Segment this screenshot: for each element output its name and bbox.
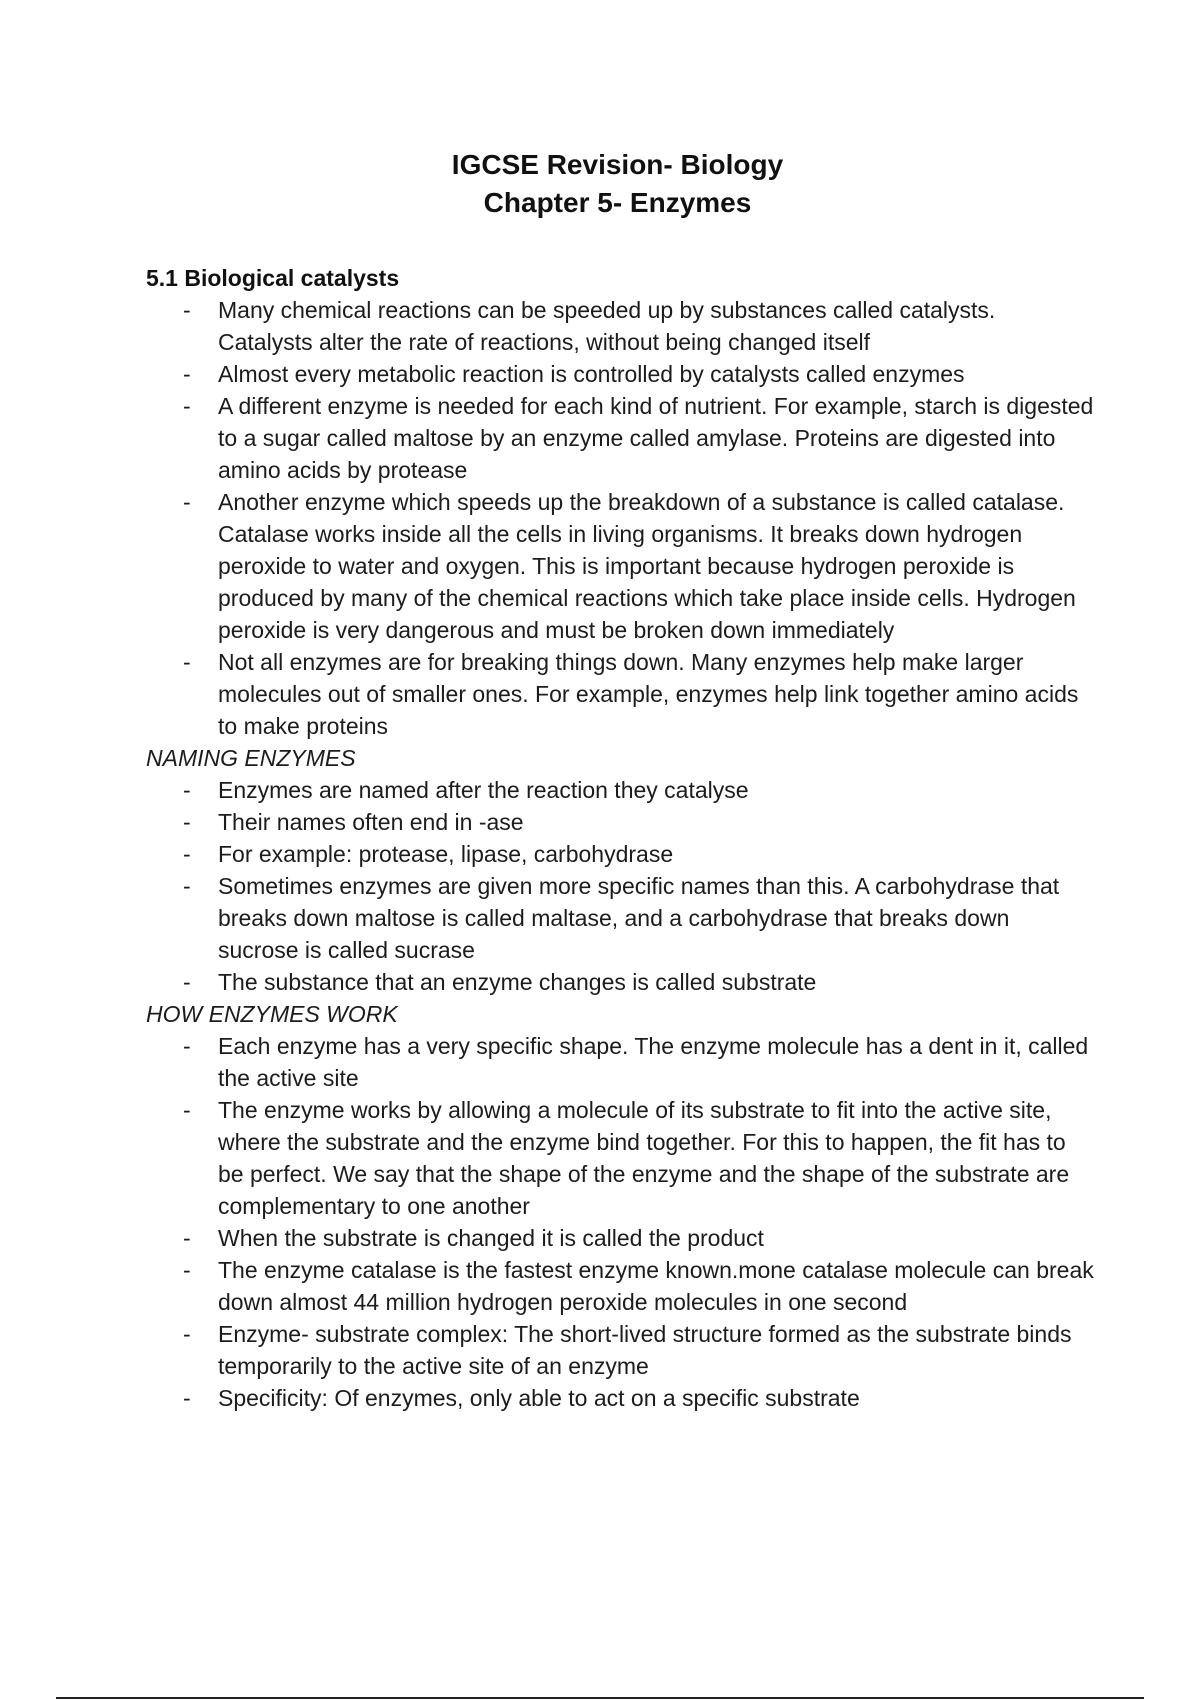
- dash-bullet: -: [183, 969, 191, 995]
- naming-list: [146, 774, 1096, 998]
- dash-bullet: -: [183, 361, 191, 387]
- list-item: - Their names often end in -ase: [218, 806, 1096, 838]
- dash-bullet: -: [183, 1385, 191, 1411]
- dash-bullet: -: [183, 489, 191, 515]
- list-item: - A different enzyme is needed for each kind of nutrient. For example, starch is digested to a sugar called maltose by an enzyme called amylase. Proteins are digested into amino acids by protease: [218, 390, 1096, 486]
- list-item: - For example: protease, lipase, carbohydrase: [218, 838, 1096, 870]
- list-item: - Not all enzymes are for breaking things down. Many enzymes help make larger molecules out of smaller ones. For example, enzymes help link together amino acids to make proteins: [218, 646, 1096, 742]
- title-line-2: Chapter 5- Enzymes: [483, 187, 752, 218]
- list-item: - Almost every metabolic reaction is controlled by catalysts called enzymes: [218, 358, 1096, 390]
- dash-bullet: -: [183, 1033, 191, 1059]
- dash-bullet: -: [183, 777, 191, 803]
- dash-bullet: -: [183, 1097, 191, 1123]
- list-item: - The enzyme works by allowing a molecule of its substrate to fit into the active site, where the substrate and the enzyme bind together. For this to happen, the fit has to be perfect. We say that the shape of the enzyme and the shape of the substrate are complementary to one another: [218, 1094, 1096, 1222]
- list-item: - Enzymes are named after the reaction they catalyse: [218, 774, 1096, 806]
- dash-bullet: -: [183, 873, 191, 899]
- dash-bullet: -: [183, 809, 191, 835]
- how-enzymes-work-heading: HOW ENZYMES WORK: [146, 1001, 398, 1027]
- dash-bullet: -: [183, 1257, 191, 1283]
- list-item: - Enzyme- substrate complex: The short-lived structure formed as the substrate binds temporarily to the active site of an enzyme: [218, 1318, 1096, 1382]
- list-item: - Sometimes enzymes are given more specific names than this. A carbohydrase that breaks down maltose is called maltase, and a carbohydrase that breaks down sucrose is called sucrase: [218, 870, 1096, 966]
- list-item: - Specificity: Of enzymes, only able to act on a specific substrate: [218, 1382, 1096, 1414]
- list-item: - When the substrate is changed it is called the product: [218, 1222, 1096, 1254]
- title-line-1: IGCSE Revision- Biology: [451, 149, 784, 180]
- dash-bullet: -: [183, 393, 191, 419]
- how-list: [146, 1030, 1096, 1414]
- document-body: [146, 262, 1096, 1414]
- list-item: - Each enzyme has a very specific shape. The enzyme molecule has a dent in it, called the active site: [218, 1030, 1096, 1094]
- dash-bullet: -: [183, 841, 191, 867]
- list-item: - The enzyme catalase is the fastest enzyme known.mone catalase molecule can break down almost 44 million hydrogen peroxide molecules in one second: [218, 1254, 1096, 1318]
- dash-bullet: -: [183, 1225, 191, 1251]
- section-heading: 5.1 Biological catalysts: [146, 265, 400, 291]
- page-bottom-divider: [56, 1697, 1144, 1699]
- list-item: - Another enzyme which speeds up the breakdown of a substance is called catalase. Catalase works inside all the cells in living organisms. It breaks down hydrogen peroxide to water and oxygen. This is important because hydrogen peroxide is produced by many of the chemical reactions which take place inside cells. Hydrogen peroxide is very dangerous and must be broken down immediately: [218, 486, 1096, 646]
- section-list: [146, 294, 1096, 742]
- dash-bullet: -: [183, 1321, 191, 1347]
- dash-bullet: -: [183, 297, 191, 323]
- dash-bullet: -: [183, 649, 191, 675]
- list-item: - Many chemical reactions can be speeded up by substances called catalysts. Catalysts alter the rate of reactions, without being changed itself: [218, 294, 1096, 358]
- naming-enzymes-heading: NAMING ENZYMES: [146, 745, 356, 771]
- document-title: [0, 146, 1200, 222]
- list-item: - The substance that an enzyme changes is called substrate: [218, 966, 1096, 998]
